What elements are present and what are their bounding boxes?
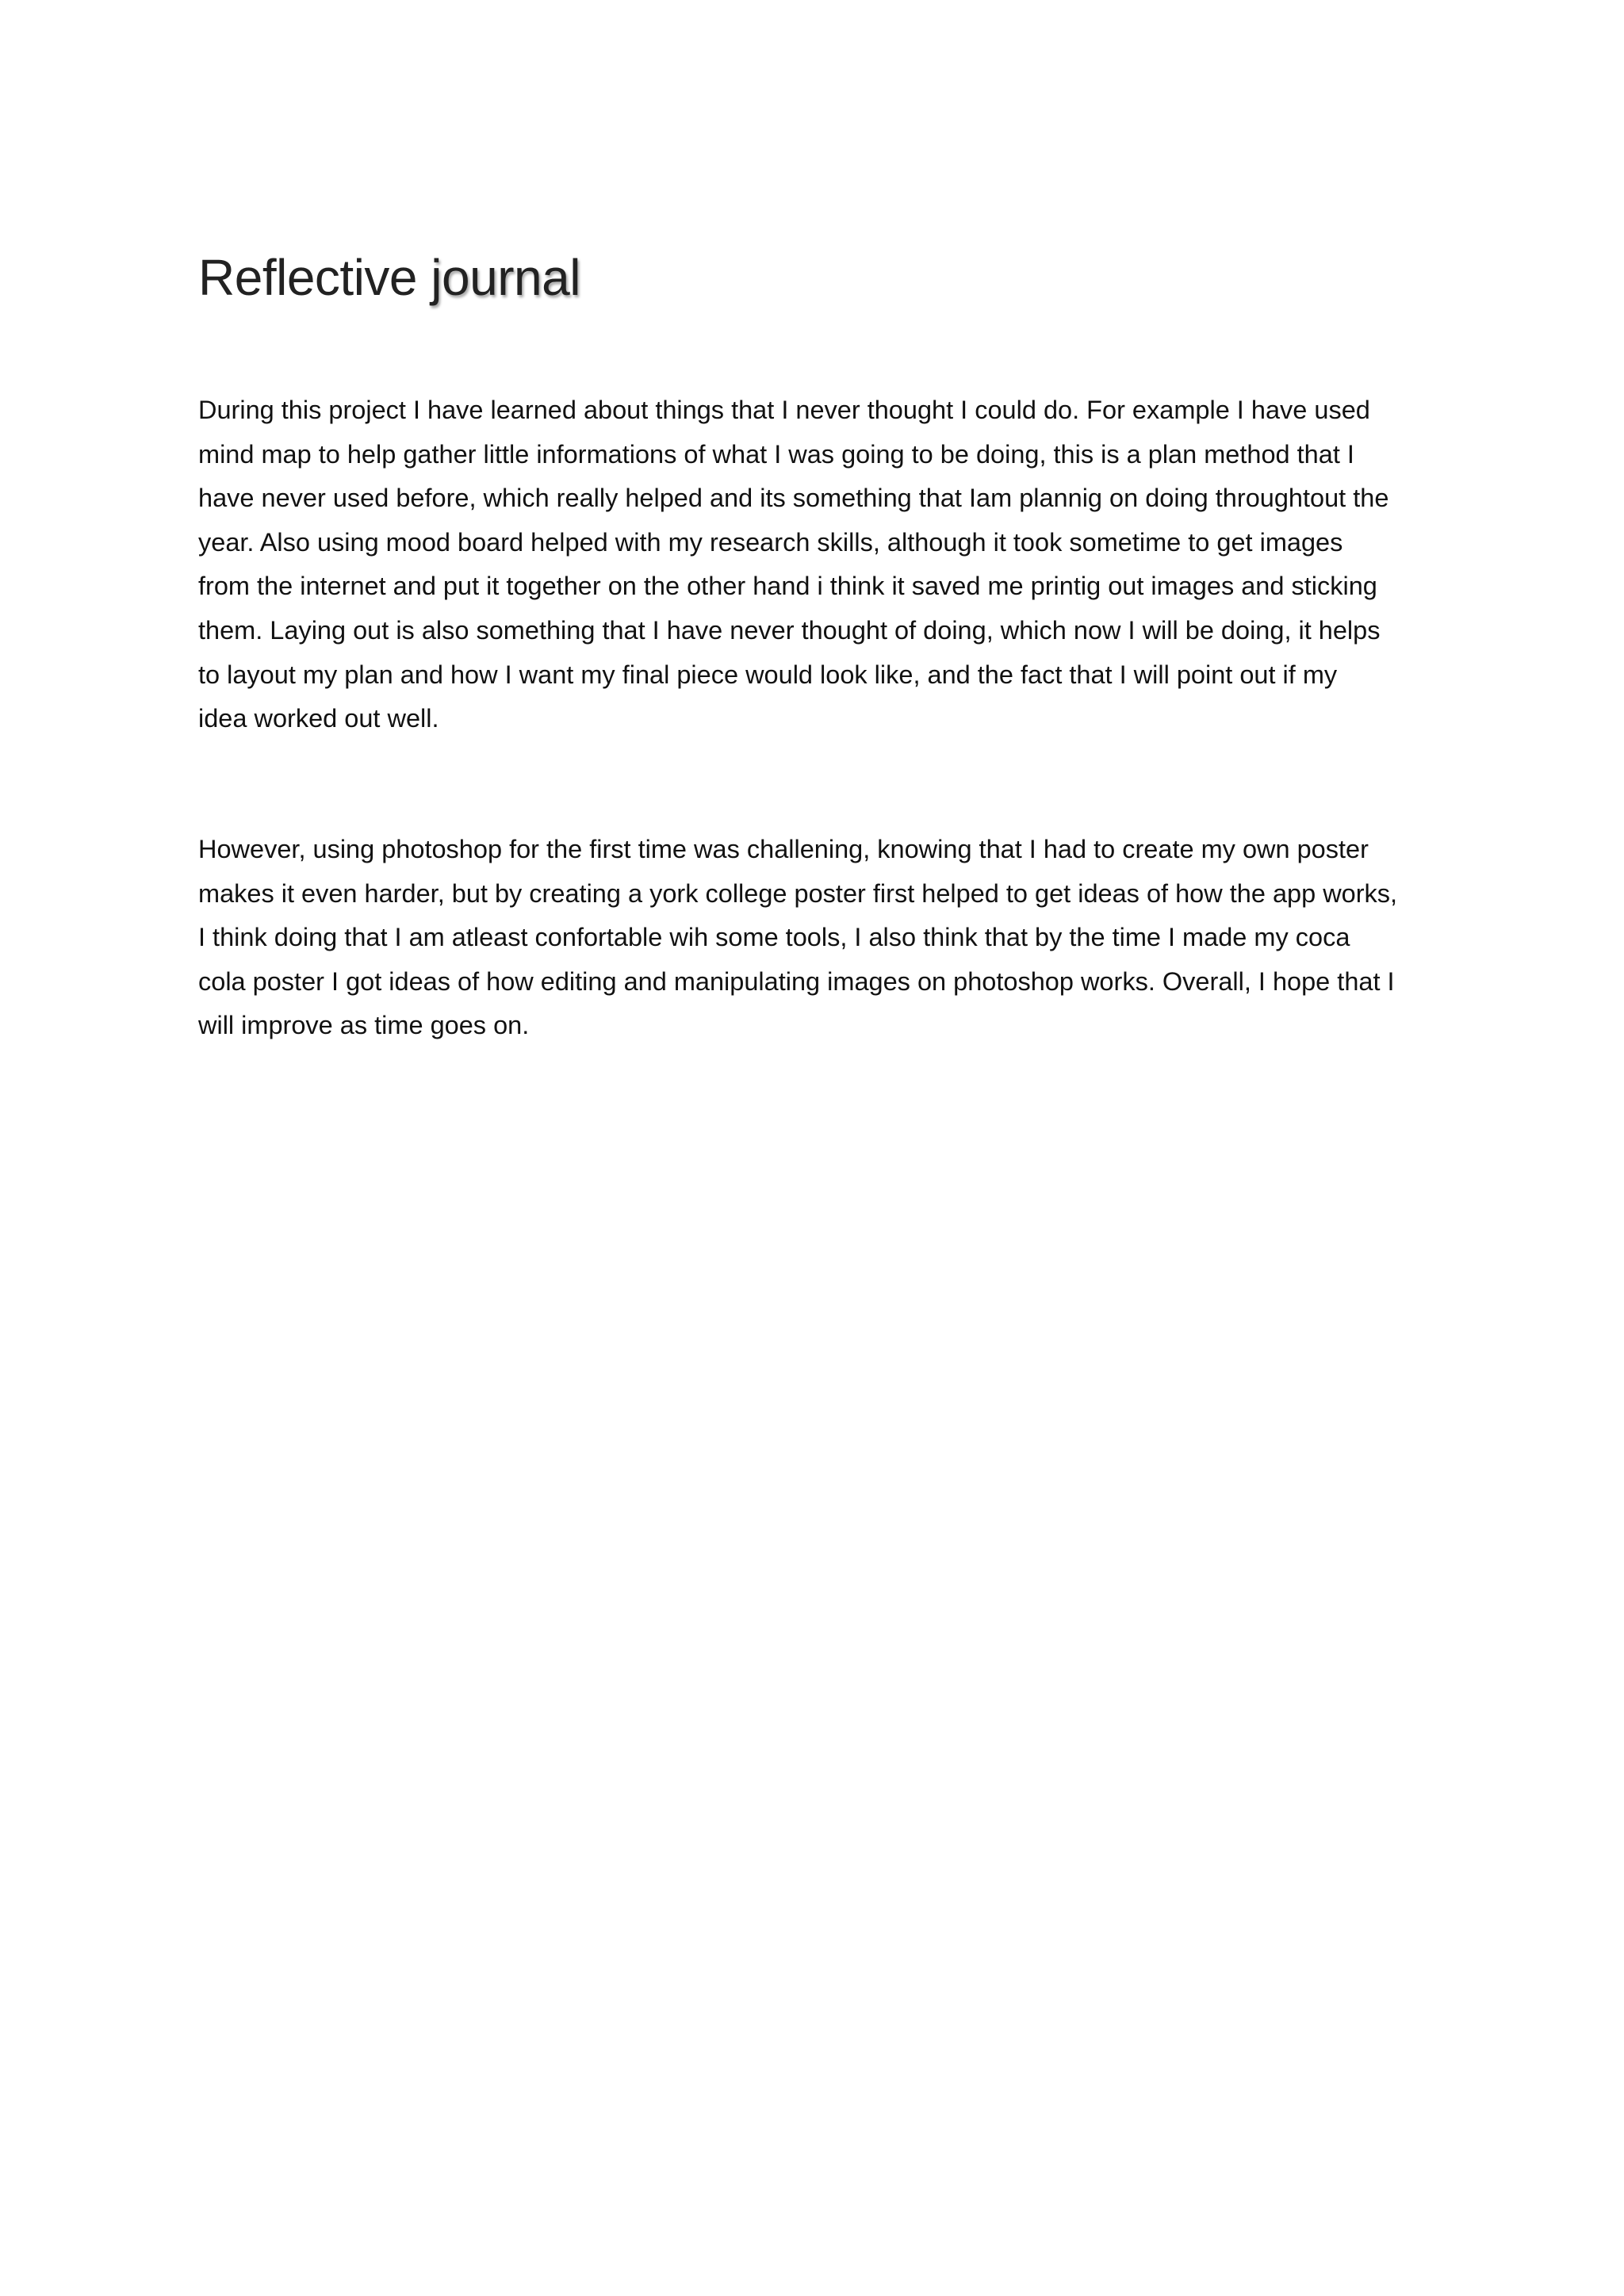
text-line: year. Also using mood board helped with my research skills, although it took sometime to get images bbox=[198, 527, 1343, 557]
text-line: to layout my plan and how I want my final piece would look like, and the fact that I will point out if my bbox=[198, 660, 1338, 689]
text-line: However, using photoshop for the first time was challening, knowing that I had to create my own poster bbox=[198, 835, 1369, 863]
text-line: During this project I have learned about things that I never thought I could do. For example I have used bbox=[198, 396, 1370, 424]
text-line: them. Laying out is also something that I have never thought of doing, which now I will be doing, it helps bbox=[198, 615, 1381, 645]
paragraph-2 bbox=[198, 828, 1397, 1048]
title-text-shadowed: journal bbox=[431, 249, 580, 306]
document-title bbox=[198, 246, 580, 309]
text-line: mind map to help gather little informations of what I was going to be doing, this is a plan method that I bbox=[198, 439, 1354, 469]
paragraph-1 bbox=[198, 388, 1388, 741]
text-line: have never used before, which really helped and its something that Iam plannig on doing throughtout the bbox=[198, 484, 1389, 513]
text-line: cola poster I got ideas of how editing and manipulating images on photoshop works. Overall, I hope that I bbox=[198, 966, 1395, 996]
text-line: I think doing that I am atleast confortable wih some tools, I also think that by the time I made my coca bbox=[198, 923, 1350, 952]
text-line: idea worked out well. bbox=[198, 704, 439, 733]
title-text: Reflective bbox=[198, 249, 431, 306]
text-line: makes it even harder, but by creating a york college poster first helped to get ideas of how the app works, bbox=[198, 878, 1398, 908]
text-line: from the internet and put it together on the other hand i think it saved me printig out images and sticking bbox=[198, 572, 1377, 601]
text-line: will improve as time goes on. bbox=[198, 1011, 530, 1040]
